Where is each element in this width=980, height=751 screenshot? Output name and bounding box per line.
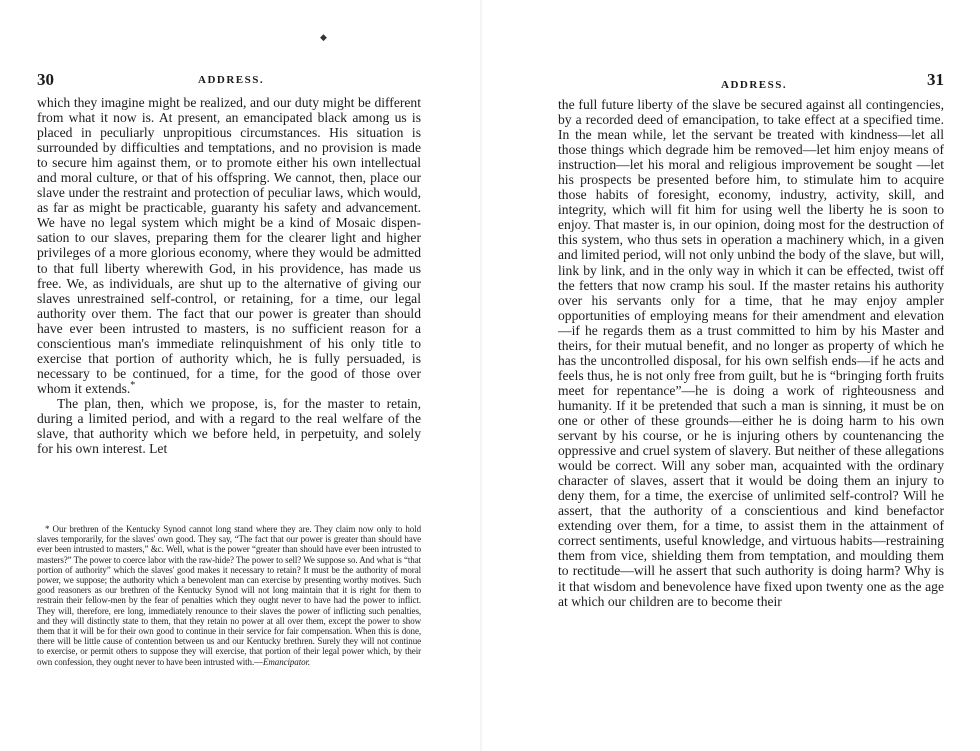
right-paragraph-1: the full future liberty of the slave be secured against all contingencies, by a recorded deed of emancipation, to take effect at a specified time. In the mean while, let the servant be treated with kindness—let all those things which degrade him be removed—let him enjoy means of instruction—let his moral and religious improvement be sought —let his prospects be presented before him, to stimulate him to acquire those habits of foresight, economy, industry, activity, skill, and integrity, which will fit him for using well the liberty he is soon to enjoy. That master is, in our opinion, doing most for the destruction of this system, who thus sets in operation a machinery which, in a given and limited period, will not only unbind the body of the slave, but will, link by link, and in the only way in which it can be effected, twist off the fetters that now cramp his soul. If the master retains his authority over his servants only for a time, that he may enjoy ampler opportunities of employing means for their amendment and elevation—if he regards them as a trust committed to him by his Master and theirs, for their mutual benefit, and no longer as property of which he has the uncontrolled disposal, for his own selfish ends—if he acts and feels thus, he is not only free from guilt, but he is “bringing forth fruits meet for repentance”—he is doing a work of righteousness and humanity. If it be pretended that such a man is sinning, it must be on one or other of these grounds—either he is doing harm to his own servant by his course, or he is injuring others by countenancing the oppressive and cruel system of slavery. But neither of these allegations would be correct. Will any sober man, acquainted with the ordinary character of slaves, assert that it would be doing them an injury to deny them, for a time, the exercise of unlimited self-control? Will he assert, that the authority of a conscientious and kind benefactor extending over them, for a time, to assist them in the attainment of correct sentiments, useful knowledge, and virtuous habits—restraining them from vice, shielding them from temptation, and moulding them to rectitude—will he assert that such authority is doing harm? Why is it that wisdom and benevolence have fixed upon twenty one as the age at which our children are to become their — [558, 97, 944, 609]
right-page-header — [558, 70, 944, 90]
top-ink-mark: ◆ — [320, 32, 327, 42]
left-page-number: 30 — [37, 70, 54, 89]
footnote-source: Emancipator. — [263, 656, 311, 667]
footnote-paragraph — [37, 524, 421, 667]
footnote-reference-marker: * — [130, 379, 136, 391]
page-gutter — [480, 0, 482, 751]
left-paragraph-1 — [37, 95, 421, 396]
right-page — [558, 0, 944, 751]
left-paragraph-2: The plan, then, which we propose, is, for the master to retain, during a limited period, and with a regard to the real welfare of the slave, that authority which we before held, in perpetuity, and solely for his own interest. Let — [37, 395, 421, 457]
right-running-head: ADDRESS. — [721, 79, 788, 91]
right-body-text — [558, 97, 944, 609]
left-page — [37, 0, 421, 751]
left-page-header — [37, 70, 421, 90]
left-body-text — [37, 95, 421, 456]
left-paragraph-1-text: which they imagine might be realized, and our duty might be different from what it now is. At present, an emancipated black among us is placed in peculiarly unpropitious circumstances. His situation is surrounded by difficulties and temptations, and no provision is made to secure him against them, or to promote either his own intellectual and moral culture, or that of his offspring. We cannot, then, place our slave under the restraint and protection of peculiar laws, which would, as far as might be practicable, guaranty his safety and advancement. We have no legal system which might be a kind of Mosaic dispensation to our slaves, preparing them for the clearer light and higher privileges of a more glorious economy, where they would be admitted to that full liberty wherewith God, in his providence, has made us free. We, as individuals, are shut up to the alternative of giving our slaves unrestrained self-control, or retaining, for a time, our legal authority over them. The fact that our power is greater than should have ever been intrusted to masters, is no sufficient reason for a conscientious man's immediate relinquishment of his only title to exercise that portion of authority which, he is fully persuaded, is necessary to be continued, for a time, for the good of those over whom it extends. — [37, 95, 421, 396]
footnote — [37, 524, 421, 667]
left-running-head: ADDRESS. — [198, 74, 265, 86]
footnote-text: * Our brethren of the Kentucky Synod cannot long stand where they are. They claim now only to hold slaves temporarily, for the slaves' own good. They say, “The fact that our power is greater than should have ever been intrusted to masters,” &c. Well, what is the power “greater than should have ever been intrusted to masters?” The power to coerce labor with the raw-hide? The power to sell? We suppose so. And what is “that portion of authority” which the slaves' good makes it necessary to retain? It must be the authority of moral power, we suppose; the authority which a benevolent man can exercise by presenting worthy motives. Such good reasoners as our brethren of the Kentucky Synod will not long maintain that it is right for them to restrain their fellow-men by the fear of penalties which they ought never to have had the power to inflict. They will, therefore, ere long, immediately renounce to their slaves the power of inflicting such penalties, and they will distinctly state to them, that they retain no power at all over them, except the power to show them that it will be for their own good to continue in their service for fair compensation. When this is done, there will be little cause of contention between us and our Kentucky brethren. Surely they will not continue to exercise, or permit others to suppose they will exercise, that portion of their legal power which, by their own confession, they ought never to have been intrusted with.— — [37, 524, 421, 667]
right-page-number: 31 — [927, 70, 944, 89]
